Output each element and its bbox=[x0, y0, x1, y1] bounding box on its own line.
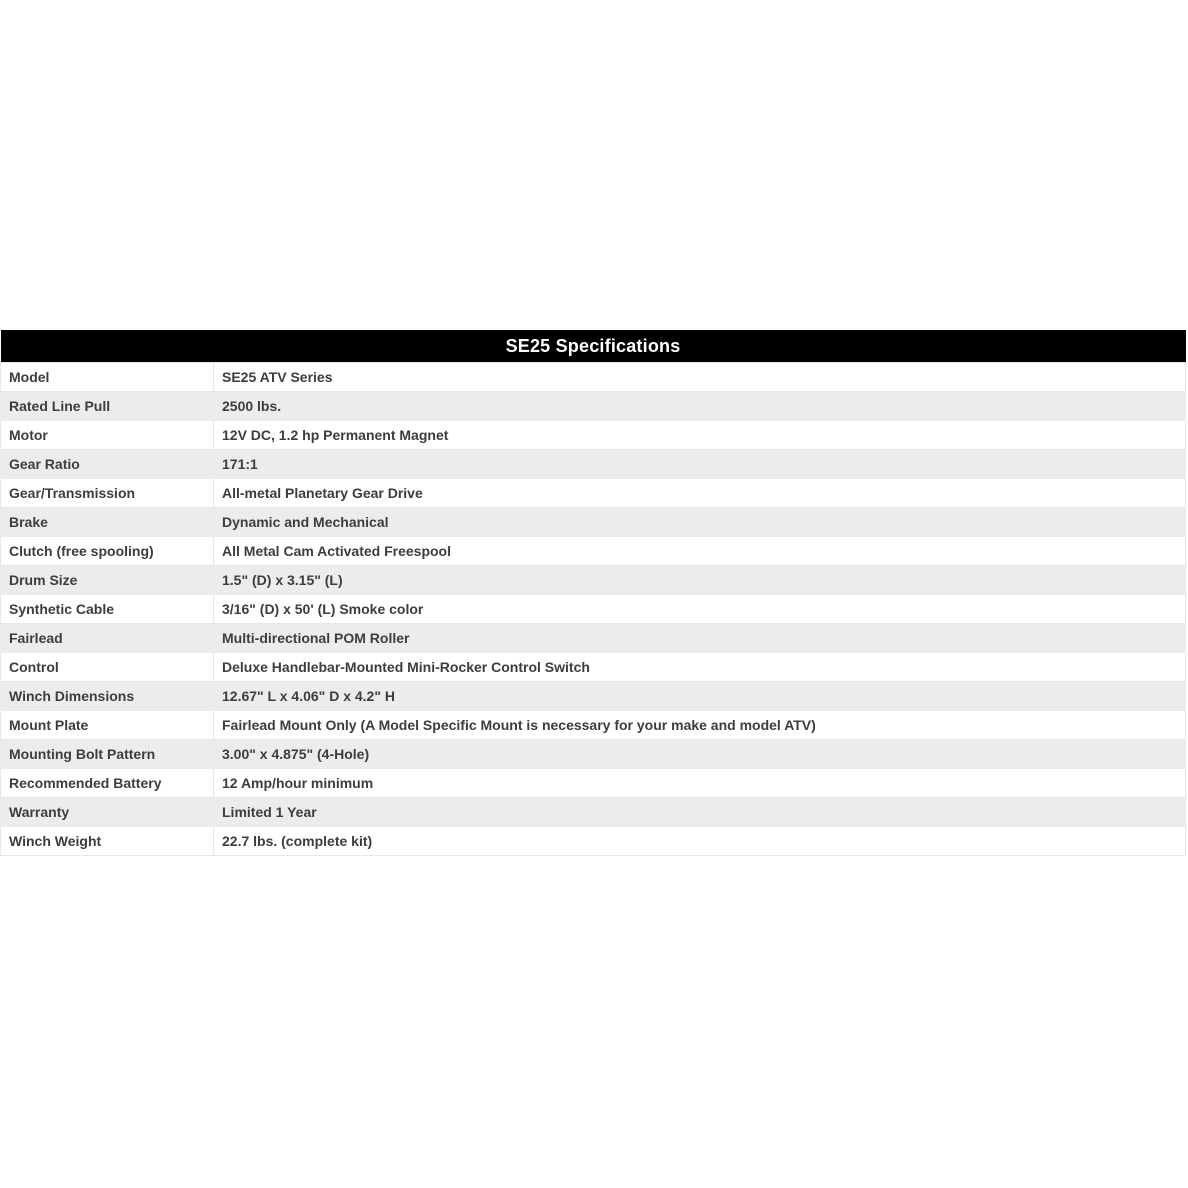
spec-value: 22.7 lbs. (complete kit) bbox=[214, 827, 1186, 856]
spec-table-body bbox=[1, 363, 1186, 856]
table-row bbox=[1, 508, 1186, 537]
spec-label: Rated Line Pull bbox=[1, 392, 214, 421]
spec-label: Brake bbox=[1, 508, 214, 537]
spec-value: 12 Amp/hour minimum bbox=[214, 769, 1186, 798]
spec-label: Gear Ratio bbox=[1, 450, 214, 479]
spec-label: Gear/Transmission bbox=[1, 479, 214, 508]
spec-label: Fairlead bbox=[1, 624, 214, 653]
spec-label: Winch Dimensions bbox=[1, 682, 214, 711]
spec-label: Warranty bbox=[1, 798, 214, 827]
table-row bbox=[1, 566, 1186, 595]
spec-label: Mounting Bolt Pattern bbox=[1, 740, 214, 769]
spec-label: Winch Weight bbox=[1, 827, 214, 856]
spec-value: 12V DC, 1.2 hp Permanent Magnet bbox=[214, 421, 1186, 450]
table-row bbox=[1, 392, 1186, 421]
spec-value: Multi-directional POM Roller bbox=[214, 624, 1186, 653]
spec-value: Dynamic and Mechanical bbox=[214, 508, 1186, 537]
table-row bbox=[1, 798, 1186, 827]
spec-value: All-metal Planetary Gear Drive bbox=[214, 479, 1186, 508]
table-row bbox=[1, 595, 1186, 624]
table-row bbox=[1, 537, 1186, 566]
table-row bbox=[1, 711, 1186, 740]
table-row bbox=[1, 450, 1186, 479]
spec-value: Limited 1 Year bbox=[214, 798, 1186, 827]
spec-value: SE25 ATV Series bbox=[214, 363, 1186, 392]
spec-label: Control bbox=[1, 653, 214, 682]
table-row bbox=[1, 682, 1186, 711]
table-row bbox=[1, 827, 1186, 856]
spec-value: Deluxe Handlebar-Mounted Mini-Rocker Control Switch bbox=[214, 653, 1186, 682]
spec-value: 3.00" x 4.875" (4-Hole) bbox=[214, 740, 1186, 769]
table-row bbox=[1, 479, 1186, 508]
table-row bbox=[1, 653, 1186, 682]
spec-label: Motor bbox=[1, 421, 214, 450]
spec-label: Mount Plate bbox=[1, 711, 214, 740]
spec-label: Drum Size bbox=[1, 566, 214, 595]
spec-label: Recommended Battery bbox=[1, 769, 214, 798]
spec-label: Clutch (free spooling) bbox=[1, 537, 214, 566]
table-row bbox=[1, 421, 1186, 450]
table-row bbox=[1, 740, 1186, 769]
spec-value: 171:1 bbox=[214, 450, 1186, 479]
specifications-table bbox=[0, 330, 1186, 856]
table-title: SE25 Specifications bbox=[1, 330, 1186, 363]
spec-value: 12.67" L x 4.06" D x 4.2" H bbox=[214, 682, 1186, 711]
table-header-row bbox=[1, 330, 1186, 363]
spec-value: 3/16" (D) x 50' (L) Smoke color bbox=[214, 595, 1186, 624]
spec-value: 1.5" (D) x 3.15" (L) bbox=[214, 566, 1186, 595]
spec-value: Fairlead Mount Only (A Model Specific Mount is necessary for your make and model ATV) bbox=[214, 711, 1186, 740]
table-row bbox=[1, 363, 1186, 392]
spec-label: Model bbox=[1, 363, 214, 392]
spec-value: All Metal Cam Activated Freespool bbox=[214, 537, 1186, 566]
spec-label: Synthetic Cable bbox=[1, 595, 214, 624]
spec-value: 2500 lbs. bbox=[214, 392, 1186, 421]
table-row bbox=[1, 769, 1186, 798]
table-row bbox=[1, 624, 1186, 653]
